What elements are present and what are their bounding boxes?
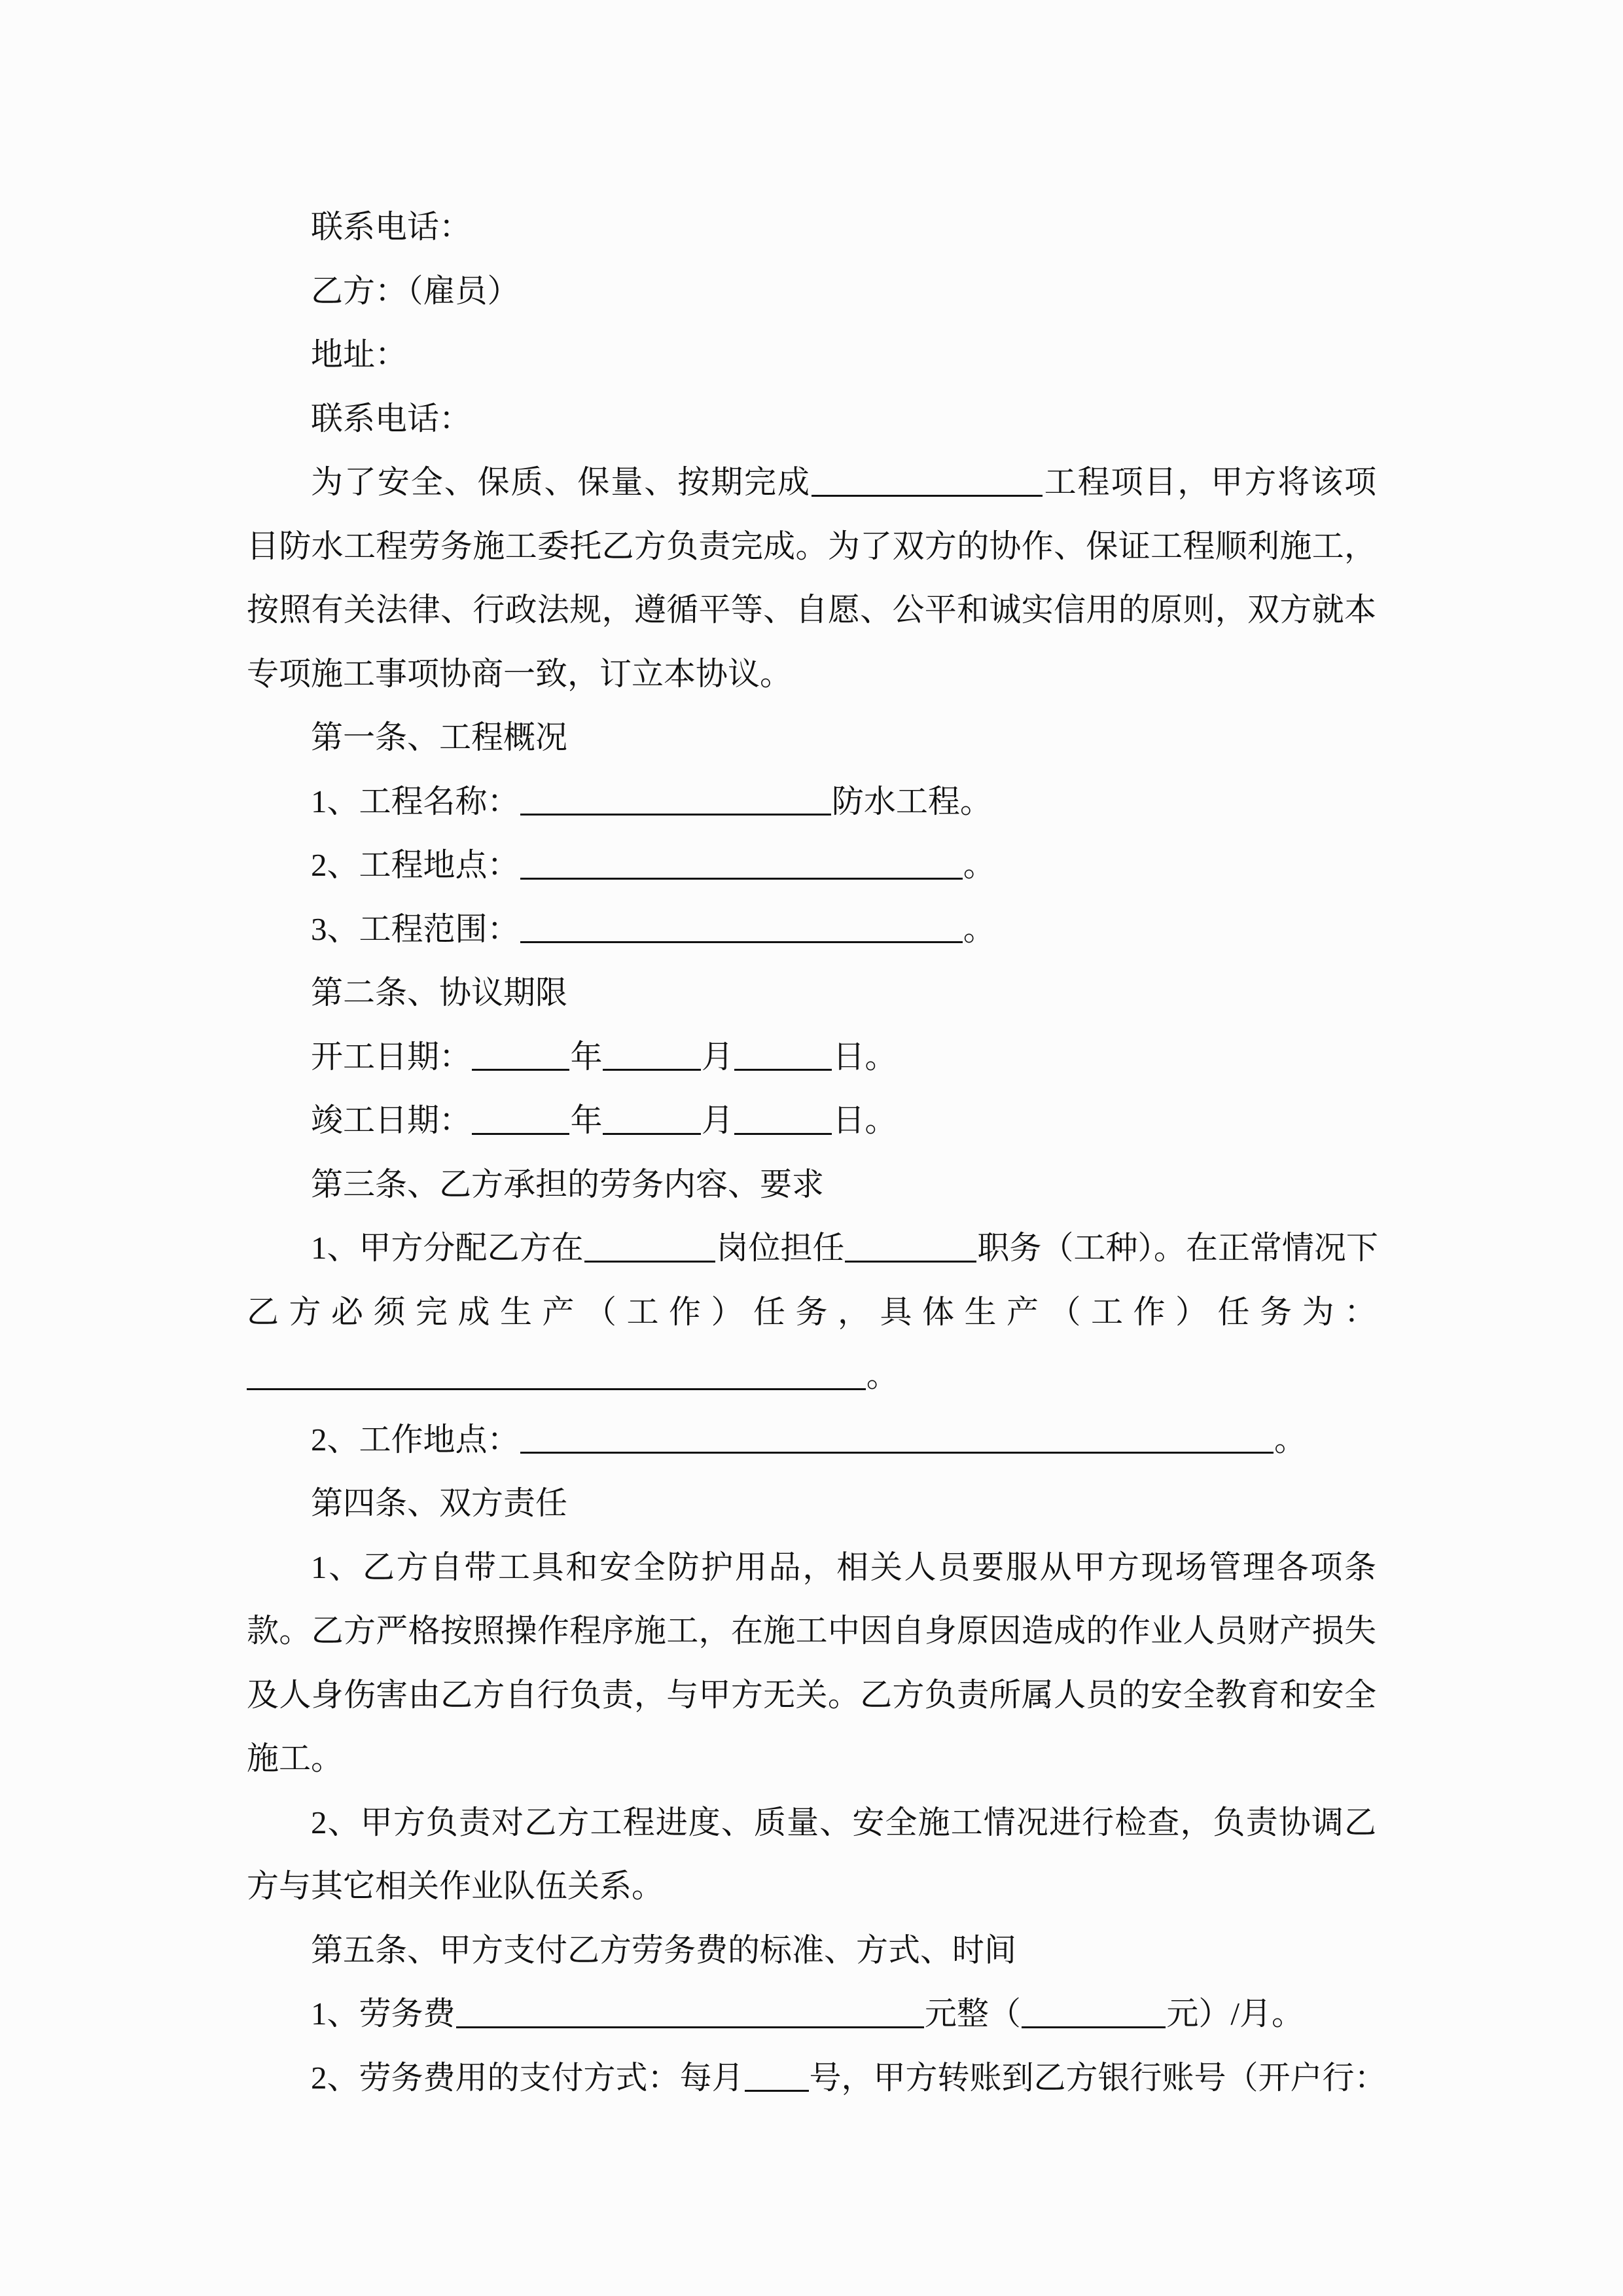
article2-title (247, 961, 1376, 1025)
labor-fee-words-field[interactable] (456, 1996, 924, 2028)
party-b-line (247, 259, 1376, 323)
end-date-line (247, 1088, 1376, 1153)
article5-item2 (247, 2046, 1387, 2110)
article3-item1-line3 (247, 1344, 1376, 1408)
work-task-field[interactable] (247, 1357, 866, 1390)
project-scope-label: 3、工程范围： (311, 910, 520, 947)
project-location-label: 2、工程地点： (311, 847, 520, 883)
project-name-label: 1、工程名称： (311, 783, 520, 819)
article3-item1-part2: 岗位担任 (716, 1230, 845, 1266)
party-a-contact-line (247, 195, 1376, 259)
start-year-unit: 年 (570, 1038, 603, 1075)
project-location-suffix: 。 (963, 847, 995, 883)
article1-item-scope (247, 897, 1376, 961)
article3-item1-line2 (247, 1280, 1376, 1344)
payment-method-end: 号，甲方转账到乙方银行账号（开户行： (809, 2059, 1387, 2096)
end-day-field[interactable] (734, 1102, 832, 1135)
payment-method-label: 2、劳务费用的支付方式：每月 (311, 2059, 744, 2096)
article1-item-name (247, 770, 1376, 834)
party-b-contact-line (247, 387, 1376, 451)
article4-item1: 1、乙方自带工具和安全防护用品，相关人员要服从甲方现场管理各项条款。乙方严格按照操作程序施工，在施工中因自身原因造成的作业人员财产损失及人身伤害由乙方自行负责，与甲方无关。乙方负责所属人员的安全教育和安全施工。 (247, 1549, 1376, 1776)
work-location-label: 2、工作地点： (311, 1421, 520, 1458)
work-location-suffix: 。 (1274, 1421, 1307, 1458)
project-scope-field[interactable] (520, 911, 963, 944)
party-b-label: 乙方：（雇员） (311, 272, 520, 309)
end-year-field[interactable] (472, 1102, 569, 1135)
labor-fee-mid: 元整（ (924, 1996, 1021, 2032)
article1-title-text: 第一条、工程概况 (311, 719, 568, 755)
article3-item1-line2-text: 乙方必须完成生产（工作）任务，具体生产（工作）任务为： (247, 1293, 1376, 1330)
start-month-unit: 月 (701, 1038, 734, 1075)
job-title-field[interactable] (845, 1230, 976, 1263)
article5-title (247, 1918, 1376, 1982)
article1-title (247, 706, 1376, 770)
start-date-line (247, 1025, 1376, 1089)
start-day-unit: 日。 (832, 1038, 897, 1075)
start-year-field[interactable] (472, 1039, 569, 1071)
preamble-text-before: 为了安全、保质、保量、按期完成 (311, 464, 811, 500)
article1-item-location (247, 833, 1376, 897)
article3-title (247, 1153, 1376, 1217)
article2-title-text: 第二条、协议期限 (311, 975, 568, 1011)
end-month-unit: 月 (701, 1102, 734, 1138)
start-month-field[interactable] (603, 1039, 700, 1071)
end-month-field[interactable] (603, 1102, 700, 1135)
article3-item2 (247, 1408, 1376, 1472)
preamble-text-after: 工程项目，甲方将该项目防水工程劳务施工委托乙方负责完成。为了双方的协作、保证工程顺利施工，按照有关法律、行政法规，遵循平等、自愿、公平和诚实信用的原则，双方就本专项施工事项协商一致，订立本协议。 (247, 464, 1376, 692)
article4-title (247, 1471, 1376, 1535)
project-name-suffix: 防水工程。 (831, 783, 992, 819)
article3-title-text: 第三条、乙方承担的劳务内容、要求 (311, 1166, 825, 1202)
end-year-unit: 年 (570, 1102, 603, 1138)
project-name-blank[interactable] (812, 464, 1043, 497)
article4-title-text: 第四条、双方责任 (311, 1485, 568, 1521)
project-name-field[interactable] (520, 783, 831, 816)
article5-title-text: 第五条、甲方支付乙方劳务费的标准、方式、时间 (311, 1931, 1017, 1968)
article3-item1-part1: 1、甲方分配乙方在 (311, 1230, 584, 1266)
party-b-address-line (247, 323, 1376, 387)
article3-item1-part3: 职务（工种）。在正常情况下 (977, 1230, 1378, 1266)
end-date-label: 竣工日期： (311, 1102, 472, 1138)
labor-fee-end: 元）/月。 (1166, 1996, 1304, 2032)
start-date-label: 开工日期： (311, 1038, 472, 1075)
party-b-address-label: 地址： (311, 336, 408, 372)
end-day-unit: 日。 (832, 1102, 897, 1138)
article4-item2: 2、甲方负责对乙方工程进度、质量、安全施工情况进行检查，负责协调乙方与其它相关作业队伍关系。 (247, 1804, 1376, 1904)
payment-day-field[interactable] (745, 2060, 809, 2092)
start-day-field[interactable] (734, 1039, 832, 1071)
party-a-contact-label: 联系电话： (311, 209, 472, 245)
work-task-end: 。 (866, 1357, 899, 1393)
labor-fee-number-field[interactable] (1022, 1996, 1166, 2028)
party-b-contact-label: 联系电话： (311, 400, 472, 437)
preamble-paragraph (247, 450, 1376, 706)
post-field[interactable] (584, 1230, 716, 1263)
work-location-field[interactable] (520, 1422, 1274, 1454)
article5-item1 (247, 1982, 1376, 2046)
project-scope-suffix: 。 (963, 910, 995, 947)
project-location-field[interactable] (520, 847, 963, 880)
article3-item1-line1 (247, 1216, 1376, 1280)
labor-fee-label: 1、劳务费 (311, 1996, 455, 2032)
